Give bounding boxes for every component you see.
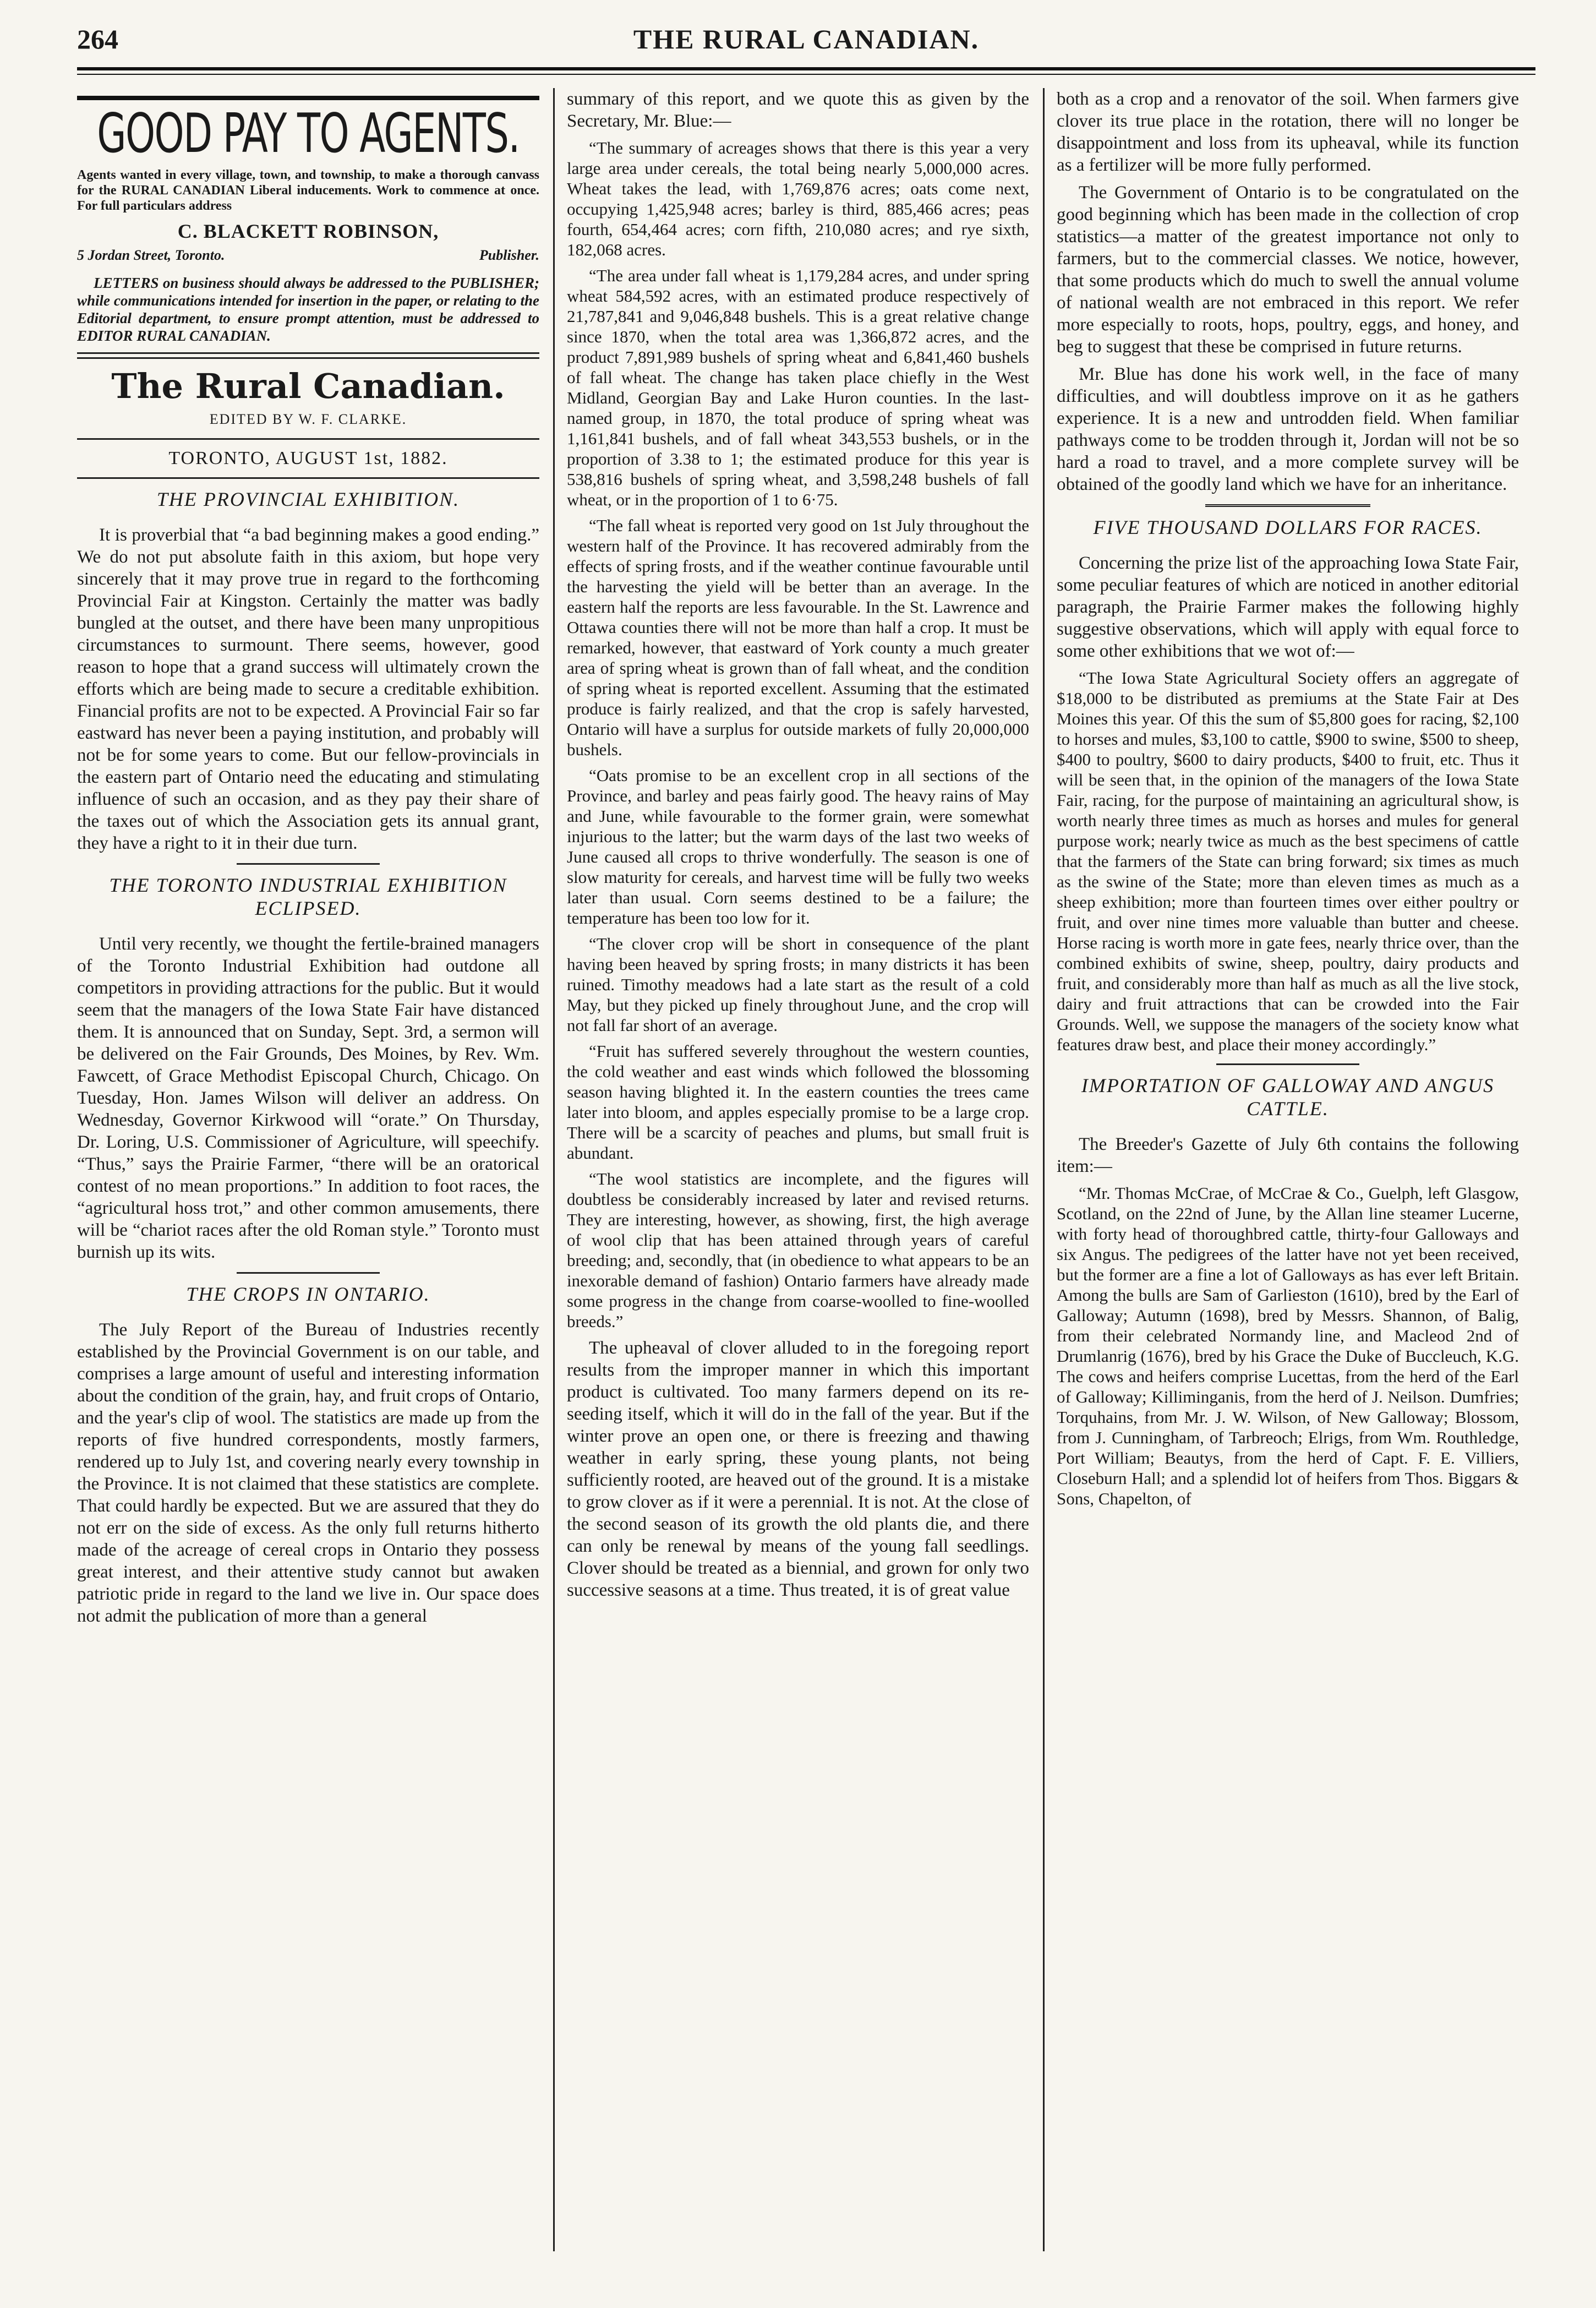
column-2 — [567, 88, 1029, 2251]
page-number: 264 — [77, 24, 118, 54]
paragraph: Until very recently, we thought the fertile-brained managers of the Toronto Industrial Exhibition had outdone all competitors in providing attractions for the public. But it would seem that the managers of the Iowa State Fair have distanced them. It is announced that on Sunday, Sept. 3rd, a sermon will be delivered on the Fair Grounds, Des Moines, by Rev. Wm. Fawcett, of Grace Methodist Episcopal Church, Chicago. On Tuesday, Hon. James Wilson will deliver an address. On Wednesday, Governor Kirkwood will “orate.” On Thursday, Dr. Loring, U.S. Commissioner of Agriculture, will speechify. “Thus,” says the Prairie Farmer, “there will be an oratorical contest of no mean proportions.” In addition to foot races, the “agricultural hoss trot,” and other common amusements, there will be “chariot races after the old Roman style.” Toronto must burnish up its wits. — [77, 934, 539, 1262]
header-rule-thin — [77, 74, 1535, 75]
section-rule — [1216, 1063, 1359, 1065]
column-divider — [1043, 88, 1045, 2251]
paragraph: The July Report of the Bureau of Industries recently established by the Provincial Government is on our table, and comprises a large amount of useful and interesting information about the condition of the grain, hay, and fruit crops of Ontario, and the year's clip of wool. The statistics are made up from the reports of five hundred correspondents, mostly farmers, rendered up to July 1st, and covering nearly every township in the Province. It is not claimed that these statistics are complete. That could hardly be expected. But we are assured that they do not err on the side of excess. As the only full returns hitherto made of the acreage of cereal crops in Ontario they possess great interest, and their attentive study cannot but awaken patriotic pride in regard to the land we live in. Our space does not admit the publication of more than a general — [77, 1320, 539, 1626]
quote-paragraph: “The summary of acreages shows that there is this year a very large area under cereals, the total being nearly 5,000,000 acres. Wheat takes the lead, with 1,769,876 acres; oats come next, occupying 1,425,948 acres; barley is third, 885,466 acres; peas fourth, 654,464 acres; corn fifth, 210,080 acres; and rye sixth, 182,068 acres. — [567, 138, 1029, 259]
dateline: TORONTO, AUGUST 1st, 1882. — [168, 448, 448, 468]
quote-paragraph: “Oats promise to be an excellent crop in all sections of the Province, and barley and peas fairly good. The heavy rains of May and June, while favourable to the former grain, were somewhat injurious to the latter; but the warm days of the last two weeks of June caused all crops to thrive wonderfully. The season is one of slow maturity for cereals, and harvest time will be fully two weeks later than usual. Corn seems destined to be a failure; the temperature has been too low for it. — [567, 766, 1029, 927]
quote-paragraph: “The clover crop will be short in consequence of the plant having been heaved by spring frosts; in many districts it has been ruined. Timothy meadows had a late start as the result of a cold May, but they picked up finely throughout June, and the crop will not fall far short of an average. — [567, 934, 1029, 1035]
paragraph: The Government of Ontario is to be congratulated on the good beginning which has been made in the collection of crop statistics—a matter of the greatest importance not only to farmers, but to the commercial classes. We notice, however, that some products which do much to swell the annual volume of national wealth are not embraced in this report. We refer more especially to roots, hops, poultry, eggs, and honey, and beg to suggest that these be comprised in future returns. — [1057, 183, 1519, 357]
divider-rule — [77, 477, 539, 479]
headline-races: FIVE THOUSAND DOLLARS FOR RACES. — [1093, 516, 1483, 538]
column-1 — [77, 88, 539, 2251]
masthead-editor: EDITED BY W. F. CLARKE. — [209, 411, 407, 427]
ad-signature: C. BLACKETT ROBINSON, — [177, 220, 439, 242]
paragraph: both as a crop and a renovator of the soil. When farmers give clover its true place in the rotation, there will no longer be disappointment and loss from its upheaval, while its function as a fertilizer will be more fully performed. — [1057, 89, 1519, 175]
column-3 — [1057, 88, 1519, 2251]
section-rule — [237, 1272, 380, 1274]
headline-toronto: THE TORONTO INDUSTRIAL EXHIBITION ECLIPSED. — [109, 874, 507, 919]
quote-paragraph: “Mr. Thomas McCrae, of McCrae & Co., Guelph, left Glasgow, Scotland, on the 22nd of June, by the Allan line steamer Lucerne, with forty head of thoroughbred cattle, thirty-four Galloways and six Angus. The pedigrees of the latter have not yet been received, but the former are a fine a lot of Galloways as has ever left Britain. Among the bulls are Sam of Garlieston (1610), bred by the Earl of Galloway; Autumn (1698), bred by Messrs. Shannon, of Balig, from their celebrated Normandy line, and Macleod 2nd of Drumlanrig (1676), bred by his Grace the Duke of Buccleuch, K.G. The cows and heifers comprise Lucettas, from the herd of the Earl of Galloway; Killiminganis, from the herd of J. Neilson. Dumfries; Torquhains, from Mr. J. W. Wilson, of New Galloway; Blossom, from J. Cunningham, of Tarbreoch; Elrigs, from Wm. Routhledge, Port William; Beautys, from the herd of Capt. F. E. Villiers, Closeburn Hall; and a splendid lot of heifers from Thos. Biggars & Sons, Chapelton, of — [1057, 1183, 1519, 1508]
paragraph: It is proverbial that “a bad beginning makes a good ending.” We do not put absolute faith in this axiom, but hope very sincerely that it may prove true in regard to the forthcoming Provincial Fair at Kingston. Certainly the matter was badly bungled at the outset, and there have been many unpropitious circumstances to surmount. There seems, however, good reason to hope that a grand success will ultimately crown the efforts which are being made to secure a creditable exhibition. Financial profits are not to be expected. A Provincial Fair so far eastward has never been a paying institution, and probably will not be for some years to come. But our fellow-provincials in the eastern part of Ontario need the educating and stimulating influence of such an occasion, and as they pay their share of the taxes out of which the Association gets its annual grant, they have a right to it in their due turn. — [77, 525, 539, 853]
paragraph: The Breeder's Gazette of July 6th contains the following item:— — [1057, 1134, 1519, 1176]
headline-galloway: IMPORTATION OF GALLOWAY AND ANGUS CATTLE. — [1081, 1074, 1495, 1120]
ad-top-rule — [77, 96, 539, 100]
paragraph: Mr. Blue has done his work well, in the face of many difficulties, and will doubtless improve on it as he gathers experience. It is a new and untrodden field. When familiar pathways come to be trodden through it, Jordan will not be so hard a road to travel, and a more complete survey will be obtained of the goodly land which we have for an inheritance. — [1057, 364, 1519, 494]
header-rule — [77, 67, 1535, 70]
divider-rule — [77, 352, 539, 359]
section-rule — [1205, 504, 1370, 507]
page-header — [77, 23, 1535, 62]
paragraph: Concerning the prize list of the approaching Iowa State Fair, some peculiar features of which are noticed in another editorial paragraph, the Prairie Farmer makes the following highly suggestive observations, which will apply with equal force to some other exhibitions that we wot of:— — [1057, 553, 1519, 661]
quote-paragraph: “The area under fall wheat is 1,179,284 acres, and under spring wheat 584,592 acres, with an estimated produce respectively of 21,787,841 and 9,046,848 bushels. This is a great relative change since 1870, when the total area was 1,366,872 acres, and the product 7,891,989 bushels of spring wheat and 6,841,460 bushels of fall wheat. The change has taken place chiefly in the West Midland, Georgian Bay and Lake Huron counties. In the last-named group, in 1870, the total produce of spring wheat was 1,161,841 bushels, and of fall wheat 343,553 bushels, or in the proportion of 3.38 to 1; the estimated produce for this year is 538,816 bushels of spring wheat, and 3,598,248 bushels of fall wheat, or in the proportion of 1 to 6·75. — [567, 266, 1029, 509]
headline-crops: THE CROPS IN ONTARIO. — [186, 1283, 430, 1305]
quote-paragraph: “The fall wheat is reported very good on 1st July throughout the western half of the Province. It has recovered admirably from the effects of spring frosts, and if the weather continue favourable until the harvesting the yield will be better than an average. In the eastern half the reports are less favourable. In the St. Lawrence and Ottawa counties there will not be more than half a crop. It must be remarked, however, that eastward of York county a much greater area of spring wheat is grown than of fall wheat, and the condition of spring wheat is reported excellent. Assuming that the estimated produce is fairly realized, and that the crop is safely harvested, Ontario will have a surplus for outside markets of fully 20,000,000 bushels. — [567, 516, 1029, 759]
quote-paragraph: “The wool statistics are incomplete, and the figures will doubtless be considerably increased by later and revised returns. They are interesting, however, as showing, first, the high average of wool clip that has been attained through years of careful breeding; and, secondly, that (in obedience to what appears to be an inexorable demand of fashion) Ontario farmers have already made some progress in the change from coarse-woolled to fine-woolled breeds.” — [567, 1169, 1029, 1331]
ad-body: Agents wanted in every village, town, and township, to make a thorough canvass for the RURAL CANADIAN Liberal inducements. Work to commence at once. For full particulars address — [77, 168, 539, 213]
section-rule — [237, 863, 380, 865]
paragraph: The upheaval of clover alluded to in the foregoing report results from the improper manner in which this important product is cultivated. Too many farmers depend on its re-seeding itself, which it will do in the fall of the year. But if the winter prove an open one, or there is freezing and thawing weather in early spring, these young plants, not being sufficiently rooted, are heaved out of the ground. It is a mistake to grow clover as if it were a perennial. It is not. At the close of the second season of its growth the old plants die, and there can only be renewal by means of the young fall seedlings. Clover should be treated as a biennial, and grown for only two successive seasons at a time. Thus treated, it is of great value — [567, 1338, 1029, 1600]
ad-title: GOOD PAY TO AGENTS. — [97, 102, 520, 165]
quote-paragraph: “Fruit has suffered severely throughout the western counties, the cold weather and east winds which followed the blossoming season having blighted it. In the eastern counties the trees came later into bloom, and apples especially promise to be a large crop. There will be a scarcity of peaches and plums, but small fruit is abundant. — [567, 1041, 1029, 1163]
column-divider — [553, 88, 555, 2251]
masthead-title: The Rural Canadian. — [111, 366, 505, 406]
paragraph: summary of this report, and we quote this as given by the Secretary, Mr. Blue:— — [567, 89, 1029, 131]
ad-notice: LETTERS on business should always be addressed to the PUBLISHER; while communications intended for insertion in the paper, or relating to the Editorial department, to ensure prompt attention, must be addressed to EDITOR RURAL CANADIAN. — [77, 275, 539, 344]
ad-role: Publisher. — [479, 247, 539, 263]
headline-provincial: THE PROVINCIAL EXHIBITION. — [156, 488, 460, 510]
ad-address: 5 Jordan Street, Toronto. — [77, 247, 225, 263]
ad-address-line — [77, 244, 539, 266]
quote-paragraph: “The Iowa State Agricultural Society offers an aggregate of $18,000 to be distributed as premiums at the State Fair at Des Moines this year. Of this the sum of $5,800 goes for racing, $2,100 to horses and mules, $3,100 to cattle, $900 to swine, $500 to sheep, $400 to poultry, $600 to dairy products, $400 to fruit, etc. Thus it will be seen that, in the opinion of the managers of the Iowa State Fair, racing, for the purpose of maintaining an agricultural show, is worth nearly three times as much as horses and mules for general purpose work; nearly twice as much as the best specimens of cattle that the farmers of the State can bring forward; six times as much as the swine of the State; more than eleven times as much as a sheep exhibition; more than fourteen times over either poultry or fruit, and over nine times more valuable than butter and cheese. Horse racing is worth more in gate fees, nearly thrice over, than the combined exhibits of swine, sheep, poultry, dairy products and fruit, and considerably more than half as much as all the live stock, dairy and fruit attractions that can be crowded into the Fair Grounds. Well, we suppose the managers of the society know what features draw best, and place their money accordingly.” — [1057, 668, 1519, 1054]
running-title: THE RURAL CANADIAN. — [633, 24, 980, 54]
divider-rule — [77, 438, 539, 440]
